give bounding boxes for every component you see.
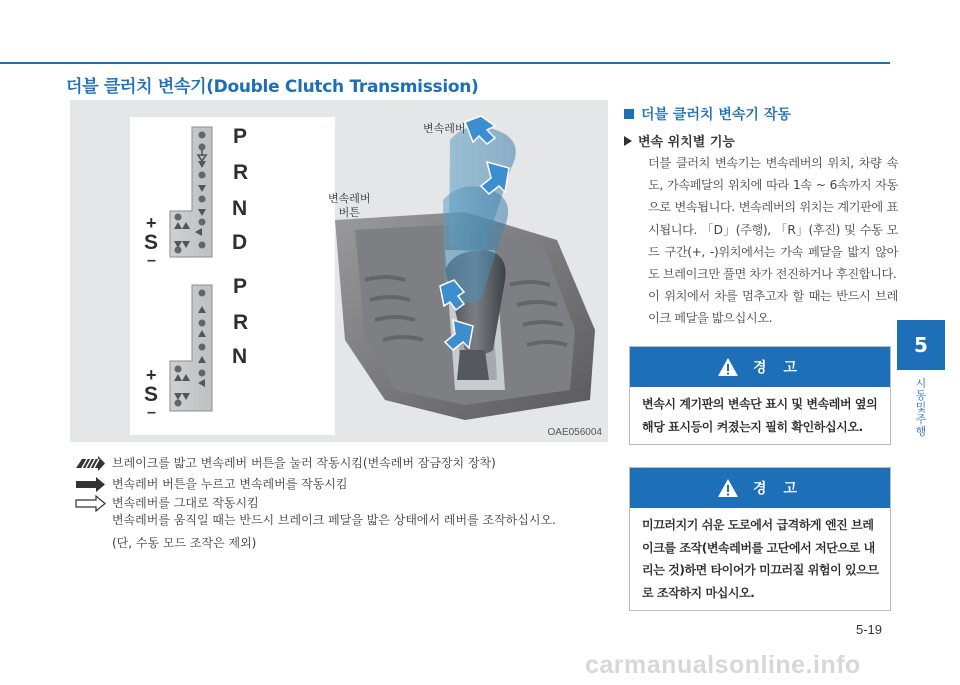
shift-lever-illustration — [325, 100, 608, 442]
label-shift-lever-button: 변속레버 버튼 — [328, 192, 371, 219]
gate-letter-n-2: N — [232, 345, 248, 368]
watermark: carmanualsonline.info — [585, 651, 861, 679]
figure-code: OAE056004 — [547, 427, 602, 438]
label-shift-lever: 변속레버 — [423, 122, 466, 135]
triangle-bullet-icon — [624, 136, 632, 146]
manual-plus-2: + — [146, 365, 157, 385]
page-title: 더블 클러치 변속기(Double Clutch Transmission) — [66, 77, 479, 97]
legend-text-3: 변속레버를 그대로 작동시킴 — [112, 496, 259, 510]
manual-minus-2: – — [147, 404, 156, 421]
chapter-tab-label: 시동 및 주행 — [915, 377, 927, 438]
manual-plus: + — [146, 213, 157, 233]
hatched-arrow-icon — [74, 455, 106, 472]
page-number: 5-19 — [856, 622, 883, 637]
manual-minus: – — [147, 252, 156, 269]
warning-text-1: 변속시 계기판의 변속단 표시 및 변속레버 옆의 해당 표시등이 켜졌는지 필히 확인하십시오. — [642, 397, 878, 434]
manual-s-bottom: S — [144, 383, 159, 406]
shift-lever-figure — [70, 100, 608, 442]
legend-item-solid — [74, 476, 594, 493]
legend-note-2 — [74, 535, 614, 552]
warning-triangle-icon — [717, 478, 739, 498]
warning-box-2 — [629, 467, 891, 611]
solid-arrow-icon — [74, 476, 106, 493]
gate-letter-r: R — [233, 161, 249, 184]
legend-text-2: 변속레버 버튼을 누르고 변속레버를 작동시킴 — [112, 477, 348, 491]
warning-header-2 — [630, 468, 890, 508]
warning-title-2: 경 고 — [753, 481, 803, 497]
warning-title-1: 경 고 — [753, 360, 803, 376]
warning-text-2: 미끄러지기 쉬운 도로에서 급격하게 엔진 브레이크를 조작(변속레버를 고단에서 저단으로 내리는 것)하면 타이어가 미끄러질 위험이 있으므로 조작하지 마십시오. — [642, 518, 879, 600]
body-paragraph-1: 더블 클러치 변속기는 변속레버의 위치, 차량 속도, 가속페달의 위치에 따라 1속 ~ 6속까지 자동으로 변속됩니다. 변속레버의 위치는 계기판에 표시됩니다. 「D」(주행), 「R」(후진) 및 수동 모드 구간(+, -)위치에서는 가속 페달을 밟지 않아도 브레이크만 풀면 차가 전진하거나 후진합니다. — [648, 156, 898, 282]
legend-text-5: (단, 수동 모드 조작은 제외) — [112, 536, 257, 550]
gate-letter-p-2: P — [233, 275, 248, 298]
warning-header-1 — [630, 347, 890, 387]
subsection-heading-text: 변속 위치별 기능 — [638, 135, 735, 150]
section-heading-text: 더블 클러치 변속기 작동 — [641, 107, 791, 123]
subsection-heading — [624, 131, 735, 150]
section-heading — [624, 104, 791, 124]
legend-item-outline — [74, 495, 614, 512]
top-rule — [0, 62, 890, 64]
legend-note — [74, 512, 614, 529]
body-text — [648, 152, 898, 330]
warning-box-1 — [629, 346, 891, 445]
legend-text-1: 브레이크를 밟고 변속레버 버튼을 눌러 작동시킴(변속레버 잠금장치 장착) — [112, 456, 496, 470]
gate-letter-n: N — [232, 197, 248, 220]
body-paragraph-2: 이 위치에서 차를 멈추고자 할 때는 반드시 브레이크 페달을 밟으십시오. — [648, 289, 898, 326]
shift-gate-diagram — [130, 117, 335, 435]
gate-letter-p: P — [233, 125, 248, 148]
gate-letter-r-2: R — [233, 311, 249, 334]
legend-item-hatched — [74, 455, 594, 472]
section-square-icon — [624, 109, 634, 119]
warning-triangle-icon — [717, 357, 739, 377]
gate-letter-d: D — [232, 231, 248, 254]
manual-s-top: S — [144, 231, 159, 254]
outline-arrow-icon — [74, 495, 106, 512]
chapter-tab[interactable]: 5 — [897, 320, 945, 370]
legend-text-4: 변속레버를 움직일 때는 반드시 브레이크 페달을 밟은 상태에서 레버를 조작하십시오. — [112, 513, 556, 527]
